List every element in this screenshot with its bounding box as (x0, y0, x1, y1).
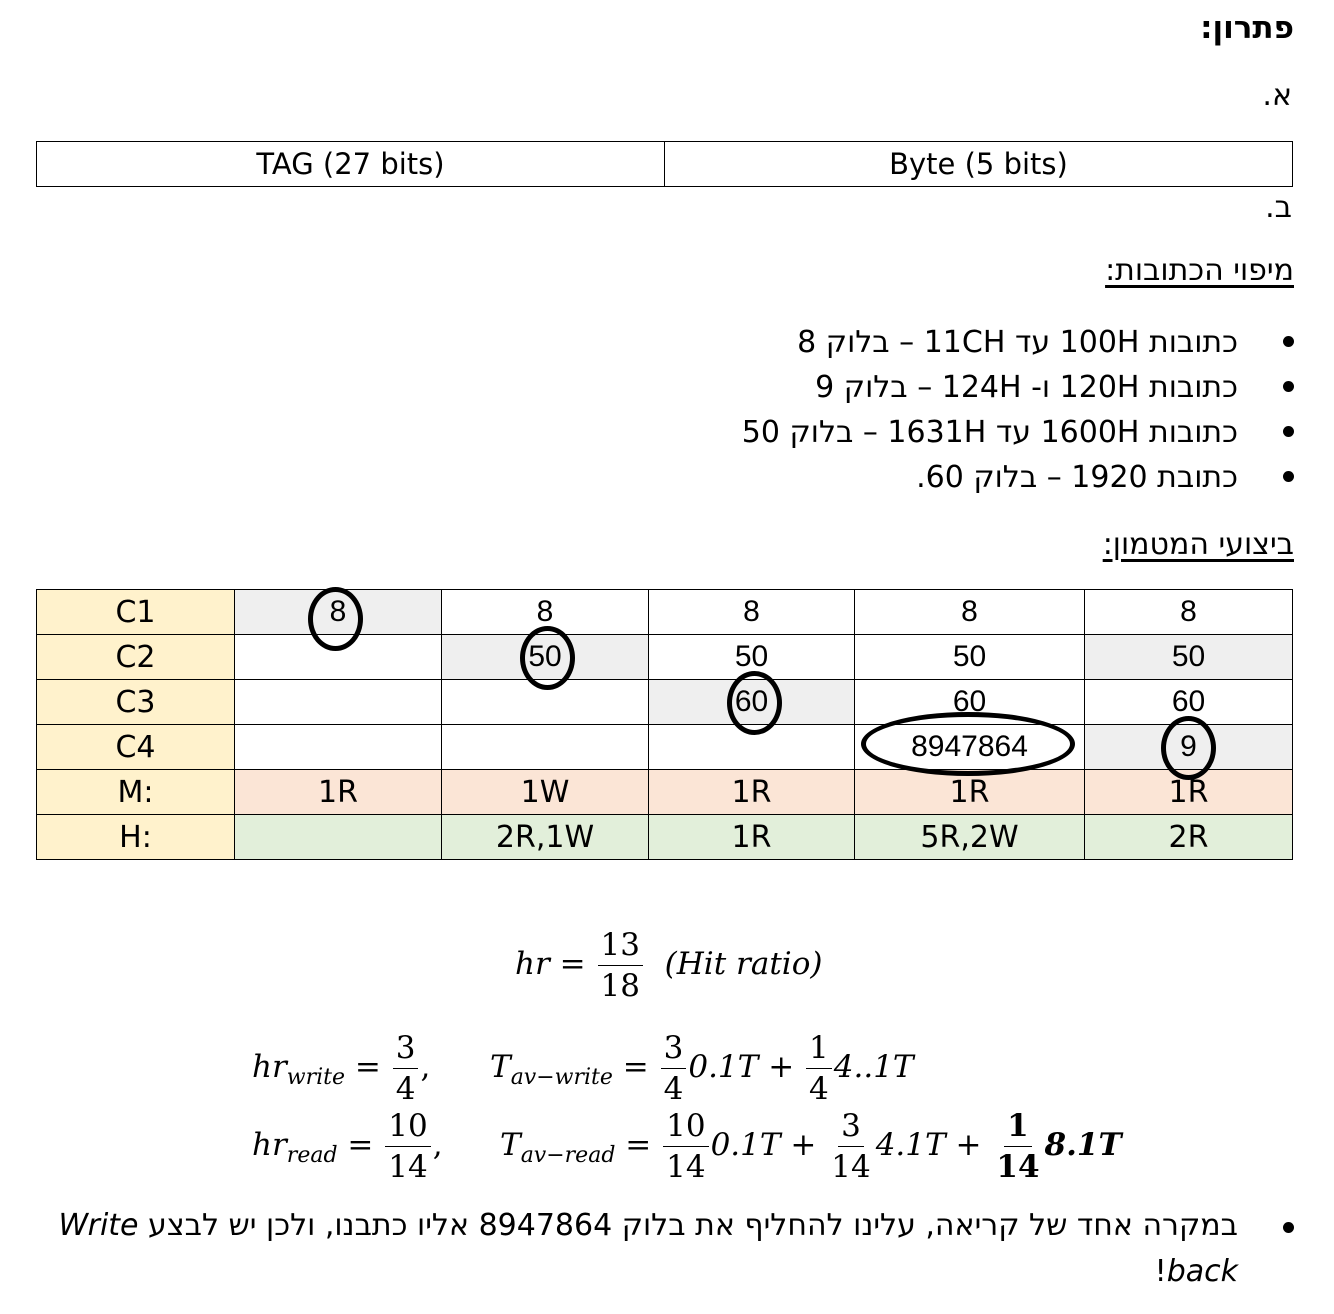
bullet-icon (1283, 426, 1294, 437)
table-cell (235, 680, 442, 725)
bullet-icon (1283, 1222, 1294, 1233)
table-row (37, 590, 1293, 635)
table-cell: 8 (442, 590, 649, 635)
table-cell: 1R (1085, 770, 1293, 815)
table-row (37, 815, 1293, 860)
table-cell: 2R,1W (442, 815, 649, 860)
row-label: C1 (37, 590, 235, 635)
mapping-title: מיפוי הכתובות: (1105, 253, 1294, 288)
table-cell: 8 (649, 590, 855, 635)
row-label: C4 (37, 725, 235, 770)
table-cell: 1R (649, 770, 855, 815)
bullet-icon (1283, 471, 1294, 482)
table-cell (442, 725, 649, 770)
hr-write-formula: $hr_{write}$ = $\frac{3}{4}$ , (252, 1030, 431, 1107)
row-label: H: (37, 815, 235, 860)
table-cell: 60 (1085, 680, 1293, 725)
hit-ratio-formula: hr = $\frac{13}{18}$ (Hit ratio) (515, 927, 823, 1004)
table-cell: 8 (1085, 590, 1293, 635)
mapping-item-text: כתובות 120H ו- 124H – בלוק 9 (815, 370, 1238, 405)
note-write: Write (58, 1208, 139, 1243)
list-item (742, 365, 1294, 410)
highlight-circle (727, 671, 782, 735)
table-cell: 8947864 (855, 725, 1085, 770)
table-cell: 60 (649, 680, 855, 725)
table-row (37, 635, 1293, 680)
table-cell: 1W (442, 770, 649, 815)
write-back-note (20, 1203, 1294, 1295)
table-row (37, 725, 1293, 770)
row-label: C3 (37, 680, 235, 725)
cache-title: ביצועי המטמון: (1102, 527, 1294, 562)
row-label: C2 (37, 635, 235, 680)
part-b-label: ב. (1265, 190, 1292, 225)
mapping-item-text: כתובות 100H עד 11CH – בלוק 8 (797, 325, 1238, 360)
t-read-formula: $T_{av-read}$ = $\frac{10}{14}$ 0.1T + $\frac{3}{14}$ 4.1T + $\frac{1}{14}$ 8.1T (500, 1108, 1122, 1185)
mapping-list (742, 320, 1294, 500)
bullet-icon (1283, 381, 1294, 392)
t-write-formula: $T_{av-write}$ = $\frac{3}{4}$ 0.1T + $\frac{1}{4}$ 4..1T (490, 1030, 914, 1107)
list-item (742, 410, 1294, 455)
highlight-circle (308, 587, 363, 651)
table-cell: 5R,2W (855, 815, 1085, 860)
note-text: במקרה אחד של קריאה, עלינו להחליף את בלוק 8947864 אליו כתבנו, ולכן יש לבצע (138, 1208, 1238, 1243)
hr-read-formula: $hr_{read}$ = $\frac{10}{14}$ , (252, 1108, 443, 1185)
byte-field: Byte (5 bits) (665, 142, 1293, 187)
highlight-circle (520, 626, 575, 690)
table-cell: 60 (855, 680, 1085, 725)
highlight-ellipse (861, 712, 1075, 776)
solution-heading: פתרון: (1200, 10, 1294, 46)
address-format-table (36, 141, 1293, 187)
table-cell: 2R (1085, 815, 1293, 860)
table-cell: 1R (235, 770, 442, 815)
mapping-item-text: כתובת 1920 – בלוק 60. (916, 460, 1238, 495)
list-item (742, 320, 1294, 365)
note-end: ! (1154, 1254, 1167, 1289)
table-cell: 9 (1085, 725, 1293, 770)
cache-table (36, 589, 1293, 860)
table-cell (235, 725, 442, 770)
bullet-icon (1283, 336, 1294, 347)
tag-field: TAG (27 bits) (37, 142, 665, 187)
part-a-label: א. (1262, 78, 1292, 113)
table-cell: 1R (855, 770, 1085, 815)
highlight-circle (1161, 716, 1216, 780)
table-cell: 50 (442, 635, 649, 680)
table-cell: 50 (649, 635, 855, 680)
row-label: M: (37, 770, 235, 815)
list-item (742, 455, 1294, 500)
note-back: back (1166, 1254, 1238, 1289)
mapping-item-text: כתובות 1600H עד 1631H – בלוק 50 (741, 415, 1238, 450)
table-cell: 50 (1085, 635, 1293, 680)
table-cell (235, 815, 442, 860)
table-cell: 50 (855, 635, 1085, 680)
table-cell: 1R (649, 815, 855, 860)
table-cell: 8 (855, 590, 1085, 635)
table-row (37, 770, 1293, 815)
table-cell: 8 (235, 590, 442, 635)
table-row (37, 680, 1293, 725)
